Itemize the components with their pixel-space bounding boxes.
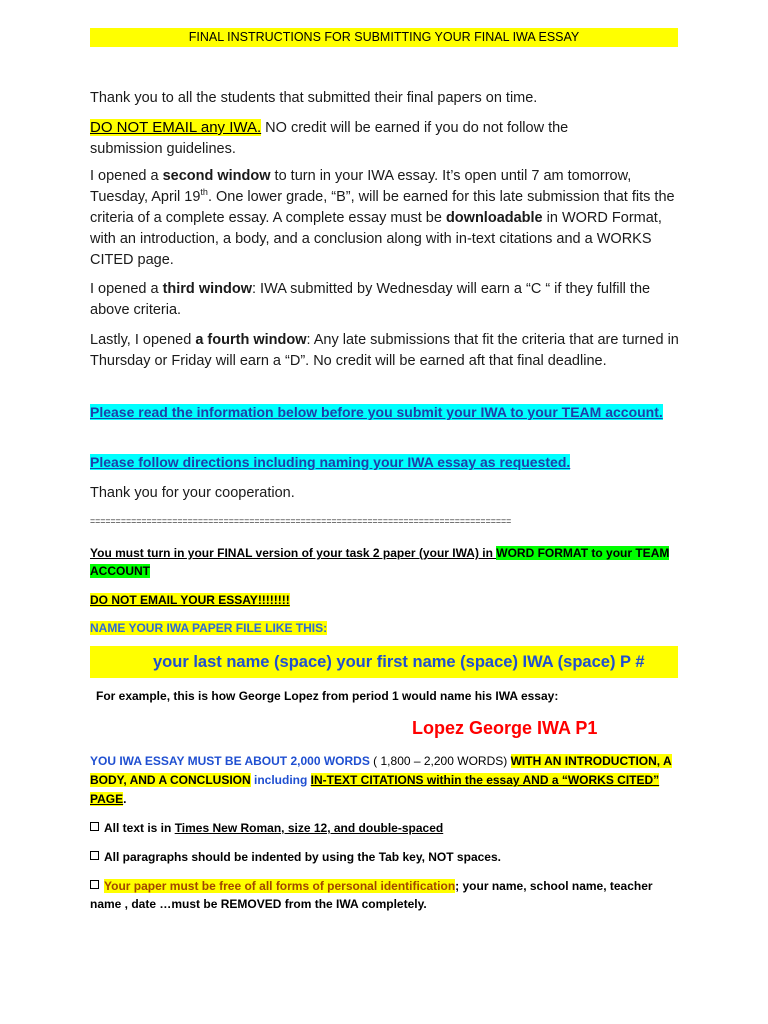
paragraph-second-window: I opened a second window to turn in your IWA essay. It’s open until 7 am tomorrow, Tuesday, April 19th. One lower grade, “B”, will be earned for this late submission that fits the criteria of a complete essay. A complete essay must be downloadable in WORD Format, with an introduction, a body, and a conclusion along with in-text citations and a WORKS CITED page. [90,168,675,268]
turn-in-instruction: You must turn in your FINAL version of your task 2 paper (your IWA) in WORD FORMAT to your TEAM ACCOUNT [90,546,670,578]
no-email-warning: DO NOT EMAIL any IWA. [90,119,262,136]
square-checkbox-icon [90,880,99,889]
do-not-email-essay: DO NOT EMAIL YOUR ESSAY!!!!!!!! [90,593,290,607]
paragraph-third-window: I opened a third window: IWA submitted by Wednesday will earn a “C “ if they fulfill the above criteria. [90,281,651,318]
paragraph-read-info: Please read the information below before you submit your IWA to your TEAM account. [90,404,663,420]
file-name-format: your last name (space) your first name (space) IWA (space) P # [90,646,678,678]
bullet-identification-requirement: Your paper must be free of all forms of personal identification; your name, school name, teacher name , date …must be REMOVED from the IWA completely. [90,879,653,911]
bullet-indent-requirement: All paragraphs should be indented by using the Tab key, NOT spaces. [90,849,690,866]
paragraph-cooperation: Thank you for your cooperation. [90,485,295,501]
square-checkbox-icon [90,822,99,831]
bullet-font-requirement: All text is in Times New Roman, size 12, and double-spaced [90,820,690,837]
paragraph-thanks: Thank you to all the students that submitted their final papers on time. [90,90,538,106]
divider-line: ================================================================================== [90,516,512,526]
document-title: FINAL INSTRUCTIONS FOR SUBMITTING YOUR FINAL IWA ESSAY [90,28,678,47]
paragraph-no-email: DO NOT EMAIL any IWA. NO credit will be earned if you do not follow the submission guidelines. [90,119,569,157]
paragraph-follow-directions: Please follow directions including naming your IWA essay as requested. [90,454,571,470]
paragraph-fourth-window: Lastly, I opened a fourth window: Any late submissions that fit the criteria that are turned in Thursday or Friday will earn a “D”. No credit will be earned aft that final deadline. [90,332,679,369]
example-intro: For example, this is how George Lopez from period 1 would name his IWA essay: [96,689,559,703]
word-count-requirement: YOU IWA ESSAY MUST BE ABOUT 2,000 WORDS ( 1,800 – 2,200 WORDS) WITH AN INTRODUCTION, A BODY, AND A CONCLUSION including IN-TEXT CITATIONS within the essay AND a “WORKS CITED” PAGE. [90,754,672,806]
name-file-heading: NAME YOUR IWA PAPER FILE LIKE THIS: [90,621,328,635]
square-checkbox-icon [90,851,99,860]
example-file-name: Lopez George IWA P1 [412,718,598,738]
